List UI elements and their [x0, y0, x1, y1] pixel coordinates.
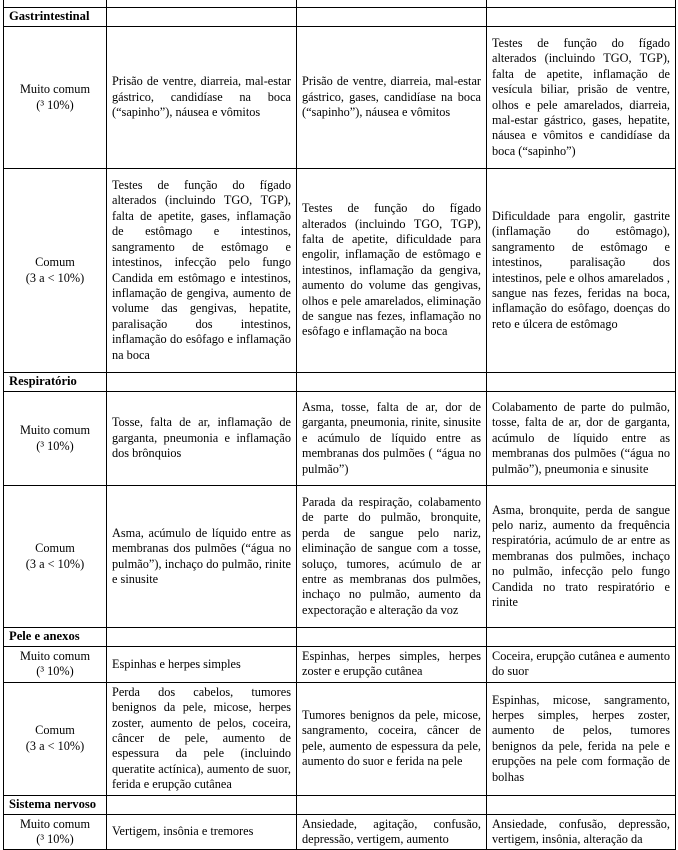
table-row	[4, 486, 676, 628]
frequency-cell	[4, 647, 107, 683]
section-header-gastrintestinal	[4, 8, 676, 27]
frequency-label: Muito comum	[19, 649, 91, 663]
frequency-range: (³ 10%)	[36, 664, 74, 679]
frequency-cell	[4, 27, 107, 169]
effects-cell-col3: Coceira, erupção cutânea e aumento do suor	[487, 647, 676, 683]
table-row	[4, 169, 676, 373]
section-header-respiratorio	[4, 373, 676, 392]
section-title: Sistema nervoso	[4, 795, 107, 814]
section-header-pele-e-anexos	[4, 628, 676, 647]
frequency-label: Comum	[35, 541, 75, 556]
table-row	[4, 27, 676, 169]
effects-cell-col2: Tumores benignos da pele, micose, sangramento, coceira, câncer de pele, aumento de espessura da pele, aumento do suor e ferida na pele	[297, 682, 487, 795]
effects-cell-col1: Testes de função do fígado alterados (incluindo TGO, TGP), falta de apetite, gases, inflamação de estômago e intestinos, sangramento de estômago e intestinos, infecção pelo fungo Candida em estômago e intestinos, inflamação de gengiva, aumento de volume das gengivas, hepatite, paralisação dos intestinos, inflamação do esôfago e inflamação na boca	[107, 169, 297, 373]
frequency-range: (3 a < 10%)	[25, 556, 85, 571]
effects-cell-col2: Parada da respiração, colabamento de parte do pulmão, bronquite, perda de sangue pelo nariz, eliminação de sangue com a tosse, soluço, tumores, acúmulo de ar entre as membranas dos pulmões, inchaço no pulmão, aumento da expectoração e alteração da voz	[297, 486, 487, 628]
effects-cell-col1: Espinhas e herpes simples	[107, 647, 297, 683]
effects-cell-col3: Testes de função do fígado alterados (incluindo TGO, TGP), falta de apetite, inflamação de vesícula biliar, prisão de ventre, olhos e pele amarelados, diarreia, mal-estar gástrico, gases, hepatite, náusea e vômitos e candidíase da boca (“sapinho”)	[487, 27, 676, 169]
frequency-cell	[4, 486, 107, 628]
frequency-label: Muito comum	[19, 423, 91, 438]
section-title: Respiratório	[4, 373, 107, 392]
frequency-range: (3 a < 10%)	[25, 738, 85, 753]
table-row	[4, 647, 676, 683]
effects-cell-col3: Ansiedade, confusão, depressão, vertigem, insônia, alteração da	[487, 814, 676, 850]
frequency-label: Muito comum	[19, 82, 91, 97]
table-top-edge-row	[4, 0, 676, 8]
effects-cell-col3: Asma, bronquite, perda de sangue pelo nariz, aumento da frequência respiratória, acúmulo de ar entre as membranas dos pulmões, inchaço no pulmão, infecção pelo fungo Candida no trato respiratório e rinite	[487, 486, 676, 628]
frequency-range: (³ 10%)	[36, 97, 74, 112]
frequency-cell	[4, 682, 107, 795]
effects-cell-col1: Asma, acúmulo de líquido entre as membranas dos pulmões (“água no pulmão”), inchaço do pulmão, rinite e sinusite	[107, 486, 297, 628]
table-row	[4, 682, 676, 795]
section-title: Gastrintestinal	[4, 8, 107, 27]
frequency-range: (3 a < 10%)	[25, 270, 85, 285]
table-row	[4, 392, 676, 486]
table-row	[4, 814, 676, 850]
frequency-label: Comum	[35, 255, 75, 270]
adverse-effects-table	[3, 0, 676, 850]
frequency-range: (³ 10%)	[36, 832, 74, 847]
effects-cell-col2: Asma, tosse, falta de ar, dor de garganta, pneumonia, rinite, sinusite e acúmulo de líquido entre as membranas dos pulmões ( “água no pulmão”)	[297, 392, 487, 486]
frequency-label: Muito comum	[19, 816, 91, 831]
effects-cell-col3: Colabamento de parte do pulmão, tosse, falta de ar, dor de garganta, acúmulo de líquido entre as membranas dos pulmões (“água no pulmão”), pneumonia e sinusite	[487, 392, 676, 486]
frequency-range: (³ 10%)	[36, 438, 74, 453]
effects-cell-col3: Dificuldade para engolir, gastrite (inflamação do estômago), sangramento de estômago e intestinos, paralisação dos intestinos, pele e olhos amarelados , sangue nas fezes, feridas na boca, inflamação do esôfago, doenças do reto e úlcera de estômago	[487, 169, 676, 373]
frequency-label: Comum	[35, 723, 75, 738]
effects-cell-col1: Prisão de ventre, diarreia, mal-estar gástrico, candidíase na boca (“sapinho”), náusea e vômitos	[107, 27, 297, 169]
effects-cell-col1: Vertigem, insônia e tremores	[107, 814, 297, 850]
frequency-cell	[4, 169, 107, 373]
effects-cell-col1: Tosse, falta de ar, inflamação de garganta, pneumonia e inflamação dos brônquios	[107, 392, 297, 486]
frequency-cell	[4, 392, 107, 486]
effects-cell-col1: Perda dos cabelos, tumores benignos da pele, micose, herpes zoster, aumento de pelos, coceira, câncer de pele, aumento de espessura da pele (incluindo queratite actínica), aumento de suor, ferida e erupção cutânea	[107, 682, 297, 795]
effects-cell-col2: Ansiedade, agitação, confusão, depressão, vertigem, aumento	[297, 814, 487, 850]
section-header-sistema-nervoso	[4, 795, 676, 814]
effects-cell-col2: Prisão de ventre, diarreia, mal-estar gástrico, gases, candidíase na boca (“sapinho”), náusea e vômitos	[297, 27, 487, 169]
frequency-cell	[4, 814, 107, 850]
effects-cell-col2: Espinhas, herpes simples, herpes zoster e erupção cutânea	[297, 647, 487, 683]
effects-cell-col2: Testes de função do fígado alterados (incluindo TGO, TGP), falta de apetite, dificuldade para engolir, inflamação de estômago e intestinos, inflamação da gengiva, aumento do volume das gengivas, olhos e pele amarelados, eliminação de sangue nas fezes, inflamação no esôfago e inflamação na boca	[297, 169, 487, 373]
effects-cell-col3: Espinhas, micose, sangramento, herpes simples, herpes zoster, aumento de pelos, tumores benignos da pele, ferida na pele e erupções na pele com formação de bolhas	[487, 682, 676, 795]
section-title: Pele e anexos	[4, 628, 107, 647]
